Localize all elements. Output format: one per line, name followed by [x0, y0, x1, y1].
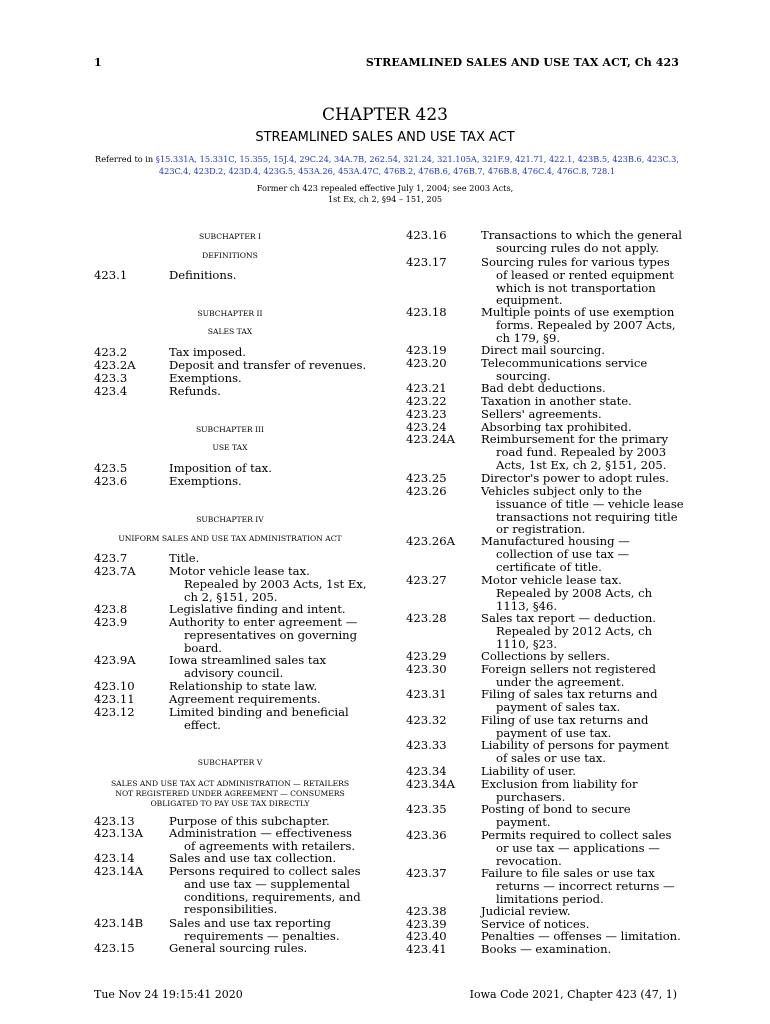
footer-timestamp: Tue Nov 24 19:15:41 2020	[94, 988, 243, 1001]
section-title-line: Books — examination.	[481, 942, 612, 956]
section-title-line: Liability of user.	[481, 764, 576, 778]
section-title-line: Acts, 1st Ex, ch 2, §151, 205.	[496, 457, 667, 472]
section-title	[481, 433, 691, 471]
section-number: 423.27	[406, 573, 447, 587]
section-title-line: which is not transportation	[496, 280, 656, 295]
former-chapter-note	[0, 183, 770, 205]
section-title	[169, 372, 369, 385]
section-title-line: equipment.	[496, 293, 563, 308]
page-number: 1	[94, 56, 102, 69]
section-title-line: Repealed by 2008 Acts, ch	[496, 585, 653, 600]
subchapter-title: SUBCHAPTER IV	[196, 515, 264, 524]
chapter-number: CHAPTER 423	[322, 105, 448, 125]
section-title-line: Repealed by 2012 Acts, ch	[496, 623, 653, 638]
subchapter-1-heading	[94, 232, 366, 261]
section-title	[481, 778, 691, 804]
section-title-line: Definitions.	[169, 268, 237, 282]
section-title-line: Penalties — offenses — limitation.	[481, 929, 681, 943]
section-title	[169, 385, 369, 398]
section-title	[169, 475, 369, 488]
section-title	[169, 269, 369, 282]
section-title-line: Imposition of tax.	[169, 461, 272, 475]
section-number: 423.25	[406, 471, 447, 485]
section-title-line: Director's power to adopt rules.	[481, 471, 669, 485]
subchapter-4-heading	[94, 515, 366, 544]
section-title	[481, 943, 691, 956]
section-title-line: returns — incorrect returns —	[496, 878, 675, 893]
section-title-line: Posting of bond to secure	[481, 802, 631, 816]
section-title-line: Sales and use tax reporting	[169, 916, 331, 930]
section-title-line: conditions, requirements, and	[184, 889, 361, 904]
section-title-line: or use tax — applications —	[496, 840, 660, 855]
section-number: 423.20	[406, 356, 447, 370]
section-title	[169, 827, 369, 853]
section-number: 423.3	[94, 371, 128, 385]
section-title-line: Motor vehicle lease tax.	[169, 564, 310, 578]
section-title-line: sourcing rules do not apply.	[496, 240, 659, 255]
section-number: 423.19	[406, 343, 447, 357]
section-title	[169, 917, 369, 943]
section-number: 423.12	[94, 705, 135, 719]
section-title-line: Service of notices.	[481, 917, 590, 931]
section-title	[481, 829, 691, 867]
section-title-line: representatives on governing	[184, 627, 358, 642]
subchapter-name-line-2: NOT REGISTERED UNDER AGREEMENT — CONSUMERS	[115, 789, 345, 798]
section-title	[481, 612, 691, 650]
former-note-line-1: Former ch 423 repealed effective July 1, 2004; see 2003 Acts,	[256, 183, 514, 193]
section-title-line: Tax imposed.	[169, 345, 246, 359]
section-title	[481, 739, 691, 765]
section-title-line: Bad debt deductions.	[481, 381, 606, 395]
section-number: 423.9	[94, 615, 128, 629]
section-title	[481, 229, 691, 255]
section-number: 423.30	[406, 662, 447, 676]
section-title	[481, 574, 691, 612]
section-number: 423.26A	[406, 534, 455, 548]
section-number: 423.8	[94, 602, 128, 616]
section-title-line: effect.	[184, 717, 221, 732]
section-title	[169, 552, 369, 565]
section-title-line: Exclusion from liability for	[481, 777, 638, 791]
section-title-line: Filing of sales tax returns and	[481, 687, 658, 701]
section-title-line: Administration — effectiveness	[169, 826, 352, 840]
section-title-line: Reimbursement for the primary	[481, 432, 669, 446]
subchapter-name: USE TAX	[212, 443, 248, 452]
section-number: 423.1	[94, 268, 128, 282]
section-title-line: Absorbing tax prohibited.	[481, 420, 632, 434]
section-title-line: Multiple points of use exemption	[481, 305, 675, 319]
section-number: 423.16	[406, 228, 447, 242]
section-number: 423.14A	[94, 864, 143, 878]
section-number: 423.14B	[94, 916, 144, 930]
section-title	[481, 485, 691, 536]
section-title	[481, 535, 691, 573]
section-title	[169, 706, 369, 732]
section-title-line: Relationship to state law.	[169, 679, 318, 693]
section-title-line: Agreement requirements.	[169, 692, 321, 706]
section-title-line: sourcing.	[496, 368, 551, 383]
section-number: 423.22	[406, 394, 447, 408]
section-title-line: Collections by sellers.	[481, 649, 610, 663]
section-number: 423.14	[94, 851, 135, 865]
subchapter-2-heading	[94, 309, 366, 337]
section-number: 423.21	[406, 381, 447, 395]
section-title-line: Foreign sellers not registered	[481, 662, 656, 676]
section-number: 423.33	[406, 738, 447, 752]
section-title-line: certificate of title.	[496, 559, 602, 574]
section-title-line: Exemptions.	[169, 474, 242, 488]
footer-citation: Iowa Code 2021, Chapter 423 (47, 1)	[469, 988, 677, 1001]
section-title-line: Motor vehicle lease tax.	[481, 573, 622, 587]
section-title-line: Manufactured housing —	[481, 534, 630, 548]
section-title-line: Deposit and transfer of revenues.	[169, 358, 367, 372]
section-title	[481, 905, 691, 918]
section-title	[481, 344, 691, 357]
section-title-line: Limited binding and beneficial	[169, 705, 349, 719]
section-title-line: Taxation in another state.	[481, 394, 632, 408]
section-title	[169, 942, 369, 955]
section-title	[481, 650, 691, 663]
section-title-line: Sales and use tax collection.	[169, 851, 337, 865]
section-title-line: payment of use tax.	[496, 725, 612, 740]
subchapter-title: SUBCHAPTER V	[197, 758, 263, 767]
section-title-line: Failure to file sales or use tax	[481, 866, 655, 880]
section-title-line: Sales tax report — deduction.	[481, 611, 656, 625]
section-number: 423.28	[406, 611, 447, 625]
section-number: 423.26	[406, 484, 447, 498]
section-title	[481, 395, 691, 408]
section-title-line: Permits required to collect sales	[481, 828, 672, 842]
referred-links-line-2[interactable]: 423C.4, 423D.2, 423D.4, 423G.5, 453A.26, 453A.47C, 476B.2, 476B.6, 476B.7, 476B.8, 476C.4, 476C.8, 728.1	[158, 166, 616, 176]
section-title-line: Authority to enter agreement —	[169, 615, 358, 629]
section-number: 423.35	[406, 802, 447, 816]
section-title	[481, 382, 691, 395]
section-title-line: advisory council.	[184, 665, 284, 680]
section-title-line: transactions not requiring title	[496, 509, 678, 524]
section-title-line: road fund. Repealed by 2003	[496, 444, 667, 459]
section-number: 423.24	[406, 420, 447, 434]
section-title-line: Vehicles subject only to the	[481, 484, 642, 498]
section-number: 423.40	[406, 929, 447, 943]
section-number: 423.2A	[94, 358, 136, 372]
section-title-line: Liability of persons for payment	[481, 738, 669, 752]
section-title-line: ch 179, §9.	[496, 330, 561, 345]
subchapter-name: UNIFORM SALES AND USE TAX ADMINISTRATION ACT	[118, 534, 342, 543]
section-number: 423.15	[94, 941, 135, 955]
section-number: 423.4	[94, 384, 128, 398]
section-number: 423.7	[94, 551, 128, 565]
section-title-line: General sourcing rules.	[169, 941, 308, 955]
subchapter-name: DEFINITIONS	[202, 251, 258, 260]
section-title	[481, 472, 691, 485]
subchapter-3-heading	[94, 425, 366, 453]
section-title-line: Exemptions.	[169, 371, 242, 385]
section-title	[481, 306, 691, 344]
referred-prefix: Referred to in	[95, 154, 156, 164]
section-title-line: 1110, §23.	[496, 636, 558, 651]
section-title	[481, 714, 691, 740]
section-title	[481, 688, 691, 714]
subchapter-title: SUBCHAPTER I	[198, 232, 262, 241]
section-title	[169, 654, 369, 680]
section-title	[169, 616, 369, 654]
section-title-line: of sales or use tax.	[496, 750, 606, 765]
section-title-line: payment.	[496, 814, 551, 829]
section-title	[481, 408, 691, 421]
section-title-line: Sellers' agreements.	[481, 407, 602, 421]
section-number: 423.24A	[406, 432, 455, 446]
section-title-line: responsibilities.	[184, 902, 278, 917]
section-number: 423.13A	[94, 826, 143, 840]
section-title-line: issuance of title — vehicle lease	[496, 496, 684, 511]
section-title-line: Iowa streamlined sales tax	[169, 653, 327, 667]
section-title-line: limitations period.	[496, 891, 604, 906]
section-title	[481, 357, 691, 383]
subchapter-name-line-1: SALES AND USE TAX ACT ADMINISTRATION — RETAILERS	[110, 779, 350, 788]
former-note-line-2: 1st Ex, ch 2, §94 – 151, 205	[327, 194, 443, 204]
section-number: 423.37	[406, 866, 447, 880]
section-title	[481, 765, 691, 778]
section-title	[169, 680, 369, 693]
section-title	[169, 346, 369, 359]
section-number: 423.34A	[406, 777, 455, 791]
section-title	[169, 865, 369, 916]
section-number: 423.2	[94, 345, 128, 359]
section-title-line: Refunds.	[169, 384, 221, 398]
section-number: 423.38	[406, 904, 447, 918]
section-number: 423.32	[406, 713, 447, 727]
section-title-line: revocation.	[496, 853, 562, 868]
section-title	[169, 603, 369, 616]
section-number: 423.18	[406, 305, 447, 319]
section-title	[169, 462, 369, 475]
section-title-line: 1113, §46.	[496, 598, 558, 613]
section-title-line: Title.	[169, 551, 200, 565]
section-number: 423.17	[406, 255, 447, 269]
subchapter-5-heading	[94, 758, 366, 809]
section-title-line: purchasers.	[496, 789, 566, 804]
section-title-line: of leased or rented equipment	[496, 267, 674, 282]
section-title-line: Judicial review.	[481, 904, 571, 918]
section-title-line: requirements — penalties.	[184, 928, 340, 943]
section-title	[169, 693, 369, 706]
section-title-line: or registration.	[496, 522, 586, 537]
section-number: 423.41	[406, 942, 447, 956]
section-title-line: and use tax — supplemental	[184, 876, 350, 891]
section-title-line: Direct mail sourcing.	[481, 343, 605, 357]
section-title-line: forms. Repealed by 2007 Acts,	[496, 317, 676, 332]
section-title-line: Sourcing rules for various types	[481, 255, 670, 269]
section-title-line: Telecommunications service	[481, 356, 648, 370]
section-title-line: Transactions to which the general	[481, 228, 682, 242]
section-title-line: Persons required to collect sales	[169, 864, 361, 878]
section-number: 423.13	[94, 814, 135, 828]
section-title-line: board.	[184, 640, 222, 655]
section-title-line: Repealed by 2003 Acts, 1st Ex,	[184, 576, 367, 591]
subchapter-name: SALES TAX	[207, 327, 253, 336]
section-title	[169, 359, 369, 372]
section-number: 423.36	[406, 828, 447, 842]
section-title	[169, 852, 369, 865]
section-number: 423.29	[406, 649, 447, 663]
section-number: 423.39	[406, 917, 447, 931]
subchapter-title: SUBCHAPTER III	[195, 425, 265, 434]
section-number: 423.7A	[94, 564, 136, 578]
section-number: 423.6	[94, 474, 128, 488]
section-title	[481, 930, 691, 943]
subchapter-title: SUBCHAPTER II	[197, 309, 263, 318]
section-number: 423.23	[406, 407, 447, 421]
section-title	[481, 867, 691, 905]
section-title-line: Filing of use tax returns and	[481, 713, 649, 727]
section-title-line: Purpose of this subchapter.	[169, 814, 330, 828]
section-title	[169, 565, 369, 603]
section-title	[481, 803, 691, 829]
section-title-line: payment of sales tax.	[496, 699, 621, 714]
section-title-line: Legislative finding and intent.	[169, 602, 346, 616]
running-title: STREAMLINED SALES AND USE TAX ACT, Ch 423	[365, 56, 679, 69]
section-title	[481, 256, 691, 307]
section-title-line: under the agreement.	[496, 674, 625, 689]
section-number: 423.9A	[94, 653, 136, 667]
section-title-line: of agreements with retailers.	[184, 838, 356, 853]
referred-to-in	[92, 153, 682, 177]
chapter-title: STREAMLINED SALES AND USE TAX ACT	[255, 130, 515, 145]
section-number: 423.5	[94, 461, 128, 475]
section-number: 423.11	[94, 692, 135, 706]
section-title	[481, 663, 691, 689]
section-number: 423.10	[94, 679, 135, 693]
section-number: 423.34	[406, 764, 447, 778]
referred-links-line-1[interactable]: §15.331A, 15.331C, 15.355, 15J.4, 29C.24, 34A.7B, 262.54, 321.24, 321.105A, 321F.9, 421.71, 422.1, 423B.5, 423B.6, 423C.3,	[155, 154, 679, 164]
section-title-line: collection of use tax —	[496, 546, 630, 561]
subchapter-name-line-3: OBLIGATED TO PAY USE TAX DIRECTLY	[150, 799, 310, 808]
section-number: 423.31	[406, 687, 447, 701]
section-title-line: ch 2, §151, 205.	[184, 589, 278, 604]
